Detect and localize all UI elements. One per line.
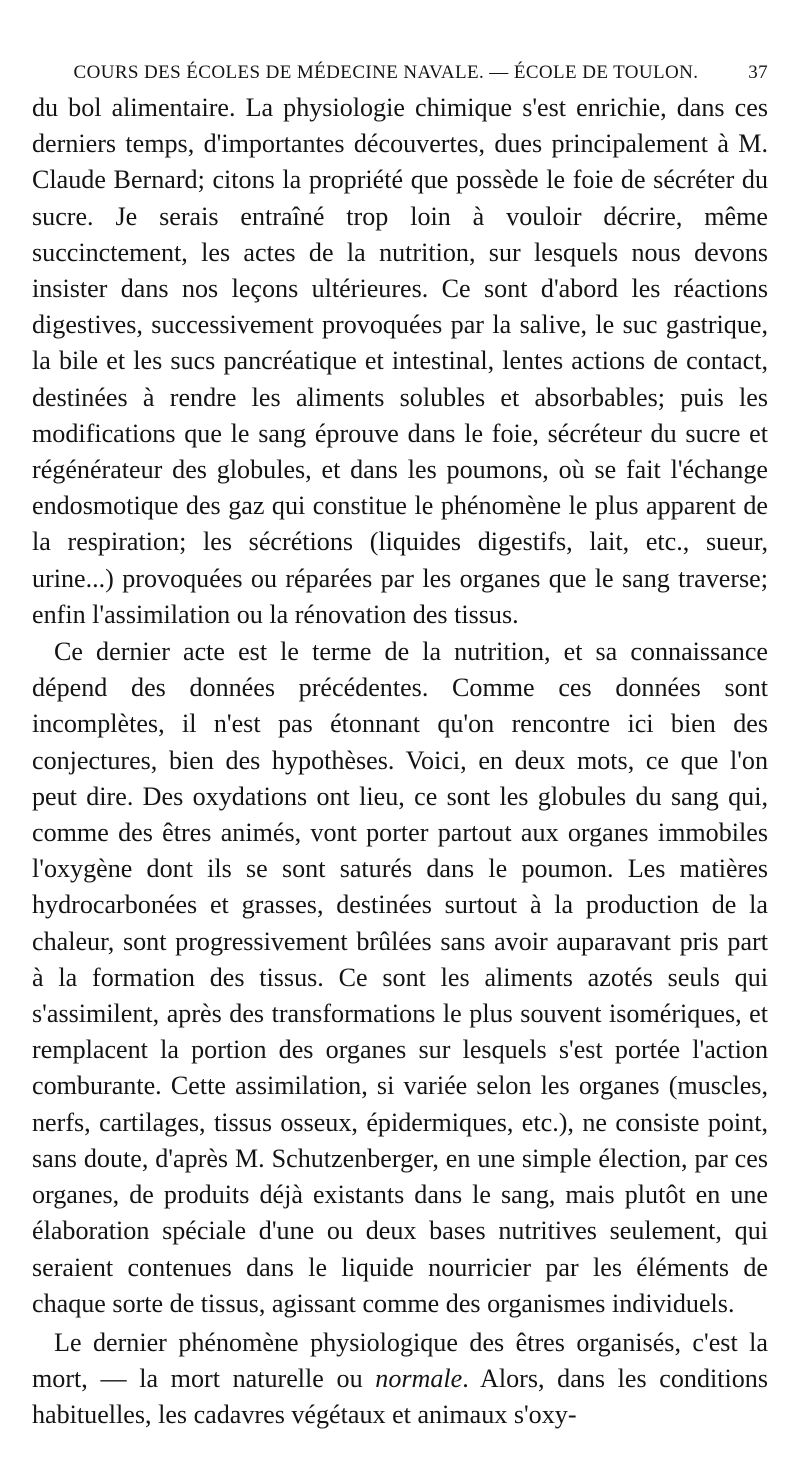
paragraph-assimilation: Ce dernier acte est le terme de la nutrition, et sa connaissance dépend des données précédentes. Comme ces données sont incomplètes, il n'est pas étonnant qu'on rencontre ici bien des conjectures, bien des hypothèses. Voici, en deux mots, ce que l'on peut dire. Des oxydations ont lieu, ce sont les globules du sang qui, comme des êtres animés, vont porter partout aux organes immobiles l'oxygène dont ils se sont saturés dans le poumon. Les matières hydrocarbonées et grasses, destinées surtout à la production de la chaleur, sont progressivement brûlées sans avoir auparavant pris part à la formation des tissus. Ce sont les aliments azotés seuls qui s'assimilent, après des transformations le plus souvent isomériques, et remplacent la portion des organes sur lesquels s'est portée l'action comburante. Cette assimilation, si variée selon les organes (muscles, nerfs, cartilages, tissus osseux, épidermiques, etc.), ne consiste point, sans doute, d'après M. Schutzenberger, en une simple élection, par ces organes, de produits déjà existants dans le sang, mais plutôt en une élaboration spéciale d'une ou deux bases nutritives seulement, qui seraient contenues dans le liquide nourricier par les éléments de chaque sorte de tissus, agissant comme des organismes individuels.: [32, 637, 768, 1318]
page-number: 37: [748, 62, 768, 83]
running-head: [32, 56, 768, 90]
body-text: [32, 90, 768, 1434]
emphasis-normale: normale: [375, 1364, 463, 1394]
paragraph-death-end: . Alors, dans les conditions habituelles, les cadavres végétaux et animaux s'oxy-: [32, 1364, 768, 1430]
paragraph-nutrition: du bol alimentaire. La physiologie chimique s'est enrichie, dans ces derniers temps, d'importantes découvertes, dues principalement à M. Claude Bernard; citons la propriété que possède le foie de sécréter du sucre. Je serais entraîné trop loin à vouloir décrire, même succinctement, les actes de la nutrition, sur lesquels nous devons insister dans nos leçons ultérieures. Ce sont d'abord les réactions digestives, successivement provoquées par la salive, le suc gastrique, la bile et les sucs pancréatique et intestinal, lentes actions de contact, destinées à rendre les aliments solubles et absorbables; puis les modifications que le sang éprouve dans le foie, sécréteur du sucre et régénérateur des globules, et dans les poumons, où se fait l'échange endosmotique des gaz qui constitue le phénomène le plus apparent de la respiration; les sécrétions (liquides digestifs, lait, etc., sueur, urine...) provoquées ou réparées par les organes que le sang traverse; enfin l'assimilation ou la rénovation des tissus.: [32, 93, 768, 629]
book-page: [32, 56, 768, 1434]
running-title: COURS DES ÉCOLES DE MÉDECINE NAVALE. — ÉCOLE DE TOULON.: [73, 62, 699, 83]
paragraph-death: [32, 1325, 768, 1434]
paragraph-death-start: Le dernier phénomène physiologique des êtres organisés, c'est la mort, — la mort naturelle ou: [32, 1327, 768, 1394]
